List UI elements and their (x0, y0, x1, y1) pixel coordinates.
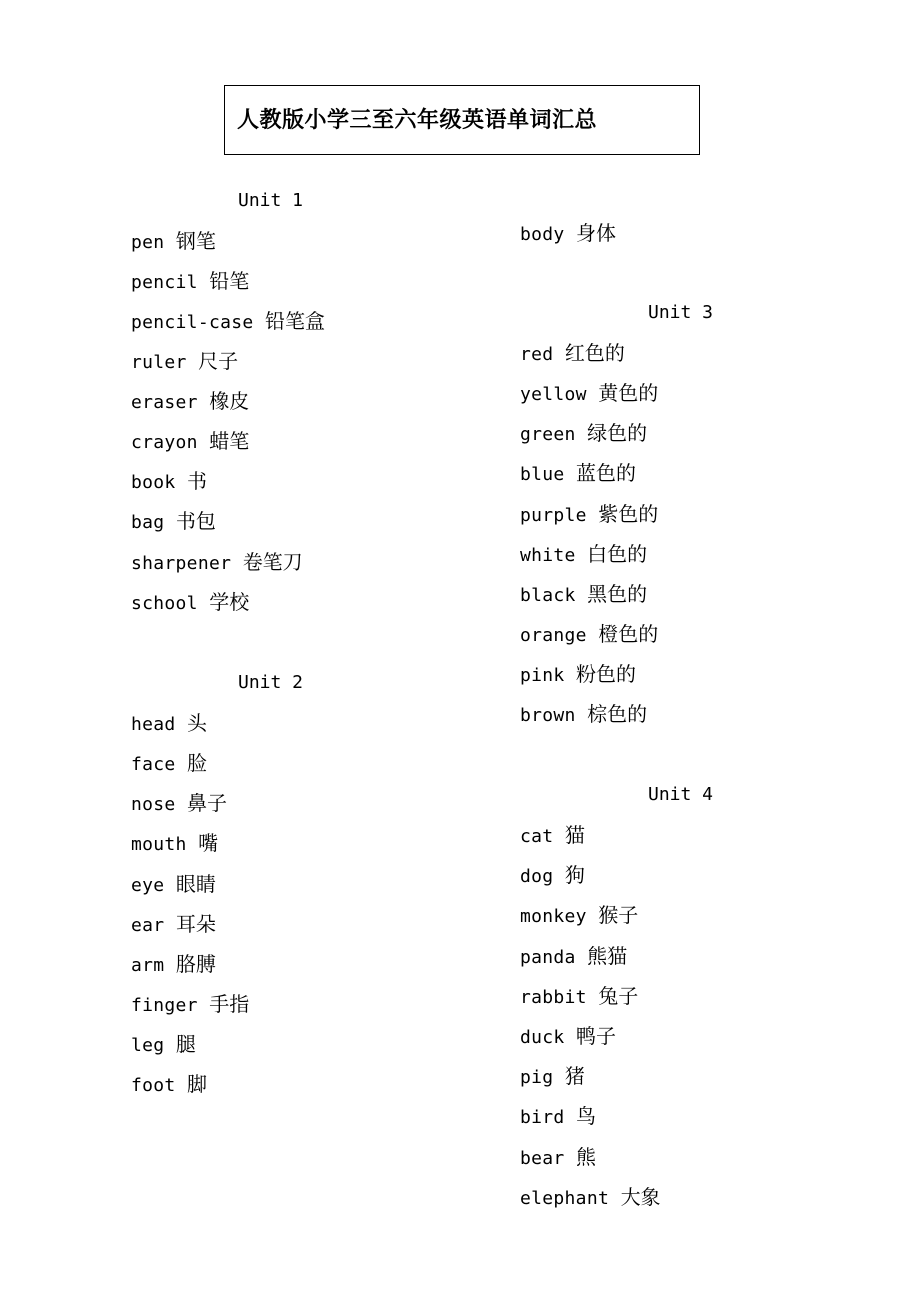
word-zh: 兔子 (598, 984, 639, 1008)
word-en: orange (520, 625, 587, 646)
vocab-row (131, 872, 216, 896)
word-zh: 白色的 (587, 542, 648, 566)
word-en: nose (131, 794, 176, 815)
unit-heading-1: Unit 1 (238, 190, 304, 211)
word-en: purple (520, 505, 587, 526)
word-en: bag (131, 512, 165, 533)
vocab-row (520, 341, 625, 365)
word-zh: 脸 (187, 751, 208, 775)
word-zh: 手指 (209, 992, 250, 1016)
word-en: eye (131, 875, 165, 896)
word-en: green (520, 424, 576, 445)
word-en: body (520, 224, 565, 245)
word-zh: 书 (187, 469, 208, 493)
vocab-row (131, 349, 238, 373)
vocab-row (520, 1064, 585, 1088)
word-zh: 鼻子 (187, 791, 228, 815)
vocab-row (131, 309, 325, 333)
vocab-row (520, 1145, 596, 1169)
title-box (224, 85, 700, 155)
word-en: white (520, 545, 576, 566)
word-en: duck (520, 1027, 565, 1048)
word-en: elephant (520, 1188, 610, 1209)
word-zh: 卷笔刀 (242, 550, 303, 574)
word-en: yellow (520, 384, 587, 405)
vocab-row (520, 863, 585, 887)
word-zh: 橙色的 (598, 622, 659, 646)
word-en: pink (520, 665, 565, 686)
unit-heading-2: Unit 2 (238, 672, 304, 693)
word-en: mouth (131, 834, 187, 855)
word-zh: 猫 (564, 823, 585, 847)
vocab-row (131, 952, 216, 976)
word-en: school (131, 593, 198, 614)
vocab-row (131, 389, 249, 413)
word-zh: 熊猫 (587, 944, 628, 968)
word-zh: 鸟 (576, 1104, 597, 1128)
word-en: arm (131, 955, 165, 976)
vocab-row (520, 1185, 661, 1209)
vocab-row (520, 823, 585, 847)
word-en: bear (520, 1148, 565, 1169)
vocab-row (131, 1072, 207, 1096)
vocab-row (520, 582, 647, 606)
vocab-row (520, 1104, 596, 1128)
word-en: foot (131, 1075, 176, 1096)
word-zh: 粉色的 (576, 662, 637, 686)
word-zh: 腿 (175, 1032, 196, 1056)
word-en: pig (520, 1067, 554, 1088)
word-en: rabbit (520, 987, 587, 1008)
vocab-row (520, 502, 658, 526)
word-zh: 铅笔盒 (264, 309, 325, 333)
word-zh: 棕色的 (587, 702, 648, 726)
vocab-row (131, 992, 249, 1016)
word-zh: 眼睛 (175, 872, 216, 896)
vocab-row (520, 461, 636, 485)
word-zh: 狗 (564, 863, 585, 887)
word-en: face (131, 754, 176, 775)
vocab-row (131, 269, 249, 293)
word-en: finger (131, 995, 198, 1016)
word-zh: 蓝色的 (576, 461, 637, 485)
word-en: dog (520, 866, 554, 887)
vocab-row (131, 831, 218, 855)
word-en: monkey (520, 906, 587, 927)
word-zh: 耳朵 (175, 912, 216, 936)
word-zh: 脚 (187, 1072, 208, 1096)
word-zh: 红色的 (564, 341, 625, 365)
vocab-row (131, 469, 207, 493)
word-zh: 头 (187, 711, 208, 735)
unit-heading-4: Unit 4 (648, 784, 714, 805)
vocab-row (131, 751, 207, 775)
word-en: eraser (131, 392, 198, 413)
word-zh: 蜡笔 (209, 429, 250, 453)
word-en: bird (520, 1107, 565, 1128)
word-zh: 紫色的 (598, 502, 659, 526)
word-zh: 橡皮 (209, 389, 250, 413)
word-en: black (520, 585, 576, 606)
word-en: pencil (131, 272, 198, 293)
vocab-row (131, 229, 216, 253)
word-zh: 身体 (576, 221, 617, 245)
vocab-row (131, 429, 249, 453)
word-zh: 书包 (175, 509, 216, 533)
vocab-row (520, 944, 627, 968)
vocab-row (131, 509, 216, 533)
vocab-row (131, 550, 303, 574)
vocab-row (520, 903, 638, 927)
vocab-row (131, 590, 249, 614)
word-en: pen (131, 232, 165, 253)
vocab-row (520, 622, 658, 646)
word-zh: 铅笔 (209, 269, 250, 293)
word-zh: 熊 (576, 1145, 597, 1169)
word-en: red (520, 344, 554, 365)
word-en: brown (520, 705, 576, 726)
page-title: 人教版小学三至六年级英语单词汇总 (237, 107, 598, 133)
word-zh: 嘴 (198, 831, 219, 855)
vocab-row (520, 984, 638, 1008)
unit-heading-3: Unit 3 (648, 302, 714, 323)
word-en: panda (520, 947, 576, 968)
vocab-row (131, 711, 207, 735)
word-zh: 学校 (209, 590, 250, 614)
word-zh: 绿色的 (587, 421, 648, 445)
word-en: ear (131, 915, 165, 936)
word-zh: 大象 (620, 1185, 661, 1209)
word-en: crayon (131, 432, 198, 453)
vocab-row (131, 791, 227, 815)
word-en: sharpener (131, 553, 232, 574)
vocab-row (131, 912, 216, 936)
word-en: cat (520, 826, 554, 847)
vocab-row (520, 662, 636, 686)
word-en: ruler (131, 352, 187, 373)
vocab-row (520, 542, 647, 566)
vocab-row (520, 381, 658, 405)
word-zh: 鸭子 (576, 1024, 617, 1048)
word-zh: 猴子 (598, 903, 639, 927)
word-zh: 猪 (564, 1064, 585, 1088)
word-en: head (131, 714, 176, 735)
word-en: leg (131, 1035, 165, 1056)
word-zh: 钢笔 (175, 229, 216, 253)
word-en: blue (520, 464, 565, 485)
word-en: pencil-case (131, 312, 254, 333)
word-en: book (131, 472, 176, 493)
vocab-row (520, 1024, 616, 1048)
vocab-row (520, 221, 616, 245)
vocab-row (131, 1032, 196, 1056)
word-zh: 黄色的 (598, 381, 659, 405)
word-zh: 胳膊 (175, 952, 216, 976)
vocab-row (520, 421, 647, 445)
word-zh: 尺子 (198, 349, 239, 373)
word-zh: 黑色的 (587, 582, 648, 606)
vocab-row (520, 702, 647, 726)
